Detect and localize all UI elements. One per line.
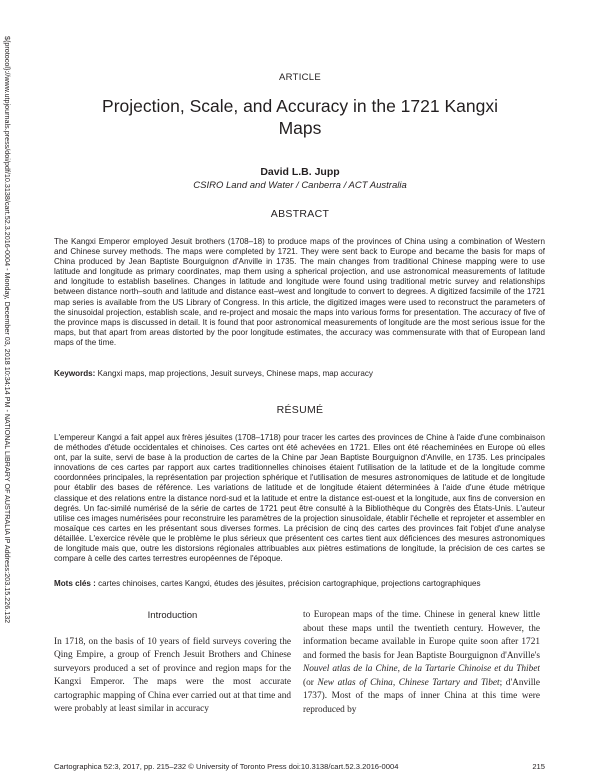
resume-text: L'empereur Kangxi a fait appel aux frères jésuites (1708–1718) pour tracer les cartes des provinces de Chine à l'aide d'une combinaison de méthodes d'étude occidentales et chinoises. Ces cartes ont été achevées en 1721. Elles ont été réacheminées en Europe où elles ont, par la suite, servi de base à la production de cartes de la Chine par Jean Baptiste Bourguignon d'Anville, en 1735. Les principales innovations de ces cartes par rapport aux cartes traditionnelles chinoises étaient l'utilisation de la latitude et de la longitude comme coordonnées principales, la représentation par projection sphérique et l'utilisation de mesures astronomiques de latitude et de longitude pour établir des bases de référence. Les variations de latitude et de longitude étaient déterminées à l'aide d'une étude métrique classique et des relations entre la distance nord-sud et la latitude et entre la distance est-ouest et la longitude, aux fins de conversion en degrés. Un fac-similé numérisé de la série de cartes de 1721 peut être consulté à la Bibliothèque du Congrès des États-Unis. L'auteur utilise ces images numérisées pour reconstruire les paramètres de la projection sinusoïdale, établir l'échelle et reprojeter et assembler en mosaïque ces cartes en les présentant sous diverses formes. La précision de cinq des cartes des provinces fait l'objet d'une analyse détaillée. L'exercice révèle que le problème le plus sérieux que présentent ces cartes tient aux déficiences des mesures astronomiques de longitude mais que, outre les distorsions régionales attribuables aux piètres estimations de longitude, la précision de ces cartes se compare à celle des cartes terrestres européennes de l'époque. [54,433,545,564]
introduction-heading: Introduction [147,610,198,621]
author-affiliation: CSIRO Land and Water / Canberra / ACT Australia [193,180,407,191]
introduction-text-right-2: (or [303,677,318,688]
body-column-left [54,609,291,741]
author-name: David L.B. Jupp [260,166,340,178]
atlas-title-english: New atlas of China, Chinese Tartary and Tibet [317,677,500,688]
mots-cles-list: cartes chinoises, cartes Kangxi, études des jésuites, précision cartographique, projections cartographiques [98,579,481,588]
keywords-label: Keywords: [54,369,96,378]
mots-cles-label: Mots clés : [54,579,96,588]
article-type-label: ARTICLE [278,72,322,83]
mots-cles-line [54,579,545,589]
abstract-heading: ABSTRACT [270,208,330,220]
journal-citation: Cartographica 52:3, 2017, pp. 215–232 © University of Toronto Press doi:10.3138/cart.52.3.2016-0004 [54,762,399,771]
download-stamp-sidebar [1,36,13,758]
resume-heading: RÉSUMÉ [276,404,324,416]
abstract-text: The Kangxi Emperor employed Jesuit brothers (1708–18) to produce maps of the provinces of China using a combination of Western and Chinese survey methods. The maps were completed by 1721. They were sent back to Europe and became the basis for maps of China produced by Jean Baptiste Bourguignon d'Anville in 1735. The main changes from traditional Chinese mapping were to use latitude and longitude as primary coordinates, map them using a spherical projection, and use astronomical measurements of latitude and longitude to establish baselines. Changes in latitude and longitude were found using traditional metric survey and relationships between distance north–south and latitude and distance east–west and longitude to convert to degrees. A digitized facsimile of the 1721 map series is available from the US Library of Congress. In this article, the digitized images were used to reconstruct the parameters of the sinusoidal projection, establish scale, and re-project and mosaic the maps into various forms for presentation. The accuracy of five of the province maps is discussed in detail. It is found that poor astronomical measurements of longitude are the most serious issue for the maps, but that apart from areas distorted by the poor longitude estimates, the accuracy was commensurate with that of European land maps of the time. [54,237,545,347]
introduction-text-right-3: ; d'Anville 1737). Most of the maps of inner China at this time were reproduced by [303,677,540,715]
page-number: 215 [532,762,545,771]
download-stamp-text: ${protocol}://www.utpjournals.press/doi/pdf/10.3138/cart.52.3.2016-0004 - Monday, December 03, 2018 10:34:14 PM - NATIONAL LIBRARY OF AUSTRALIA IP Address:203.15.226.132 [3,36,12,624]
introduction-text-right-1: to European maps of the time. Chinese in general knew little about these maps until the twentieth century. However, the information became available in Europe quite soon after 1721 and formed the basis for Jean Baptiste Bourguignon d'Anville's [303,610,540,661]
body-column-right [303,609,540,741]
article-title: Projection, Scale, and Accuracy in the 1721 Kangxi Maps [102,96,498,138]
introduction-text-left: In 1718, on the basis of 10 years of field surveys covering the Qing Empire, a group of French Jesuit Brothers and Chinese surveyors produced a set of province and region maps for the Kangxi Emperor. The maps were the most accurate cartographic mapping of China ever carried out at that time and were probably at least similar in accuracy [54,636,291,714]
keywords-list: Kangxi maps, map projections, Jesuit surveys, Chinese maps, map accuracy [97,369,373,378]
keywords-line [54,369,545,379]
atlas-title-french: Nouvel atlas de la Chine, de la Tartarie Chinoise et du Thibet [303,664,540,674]
